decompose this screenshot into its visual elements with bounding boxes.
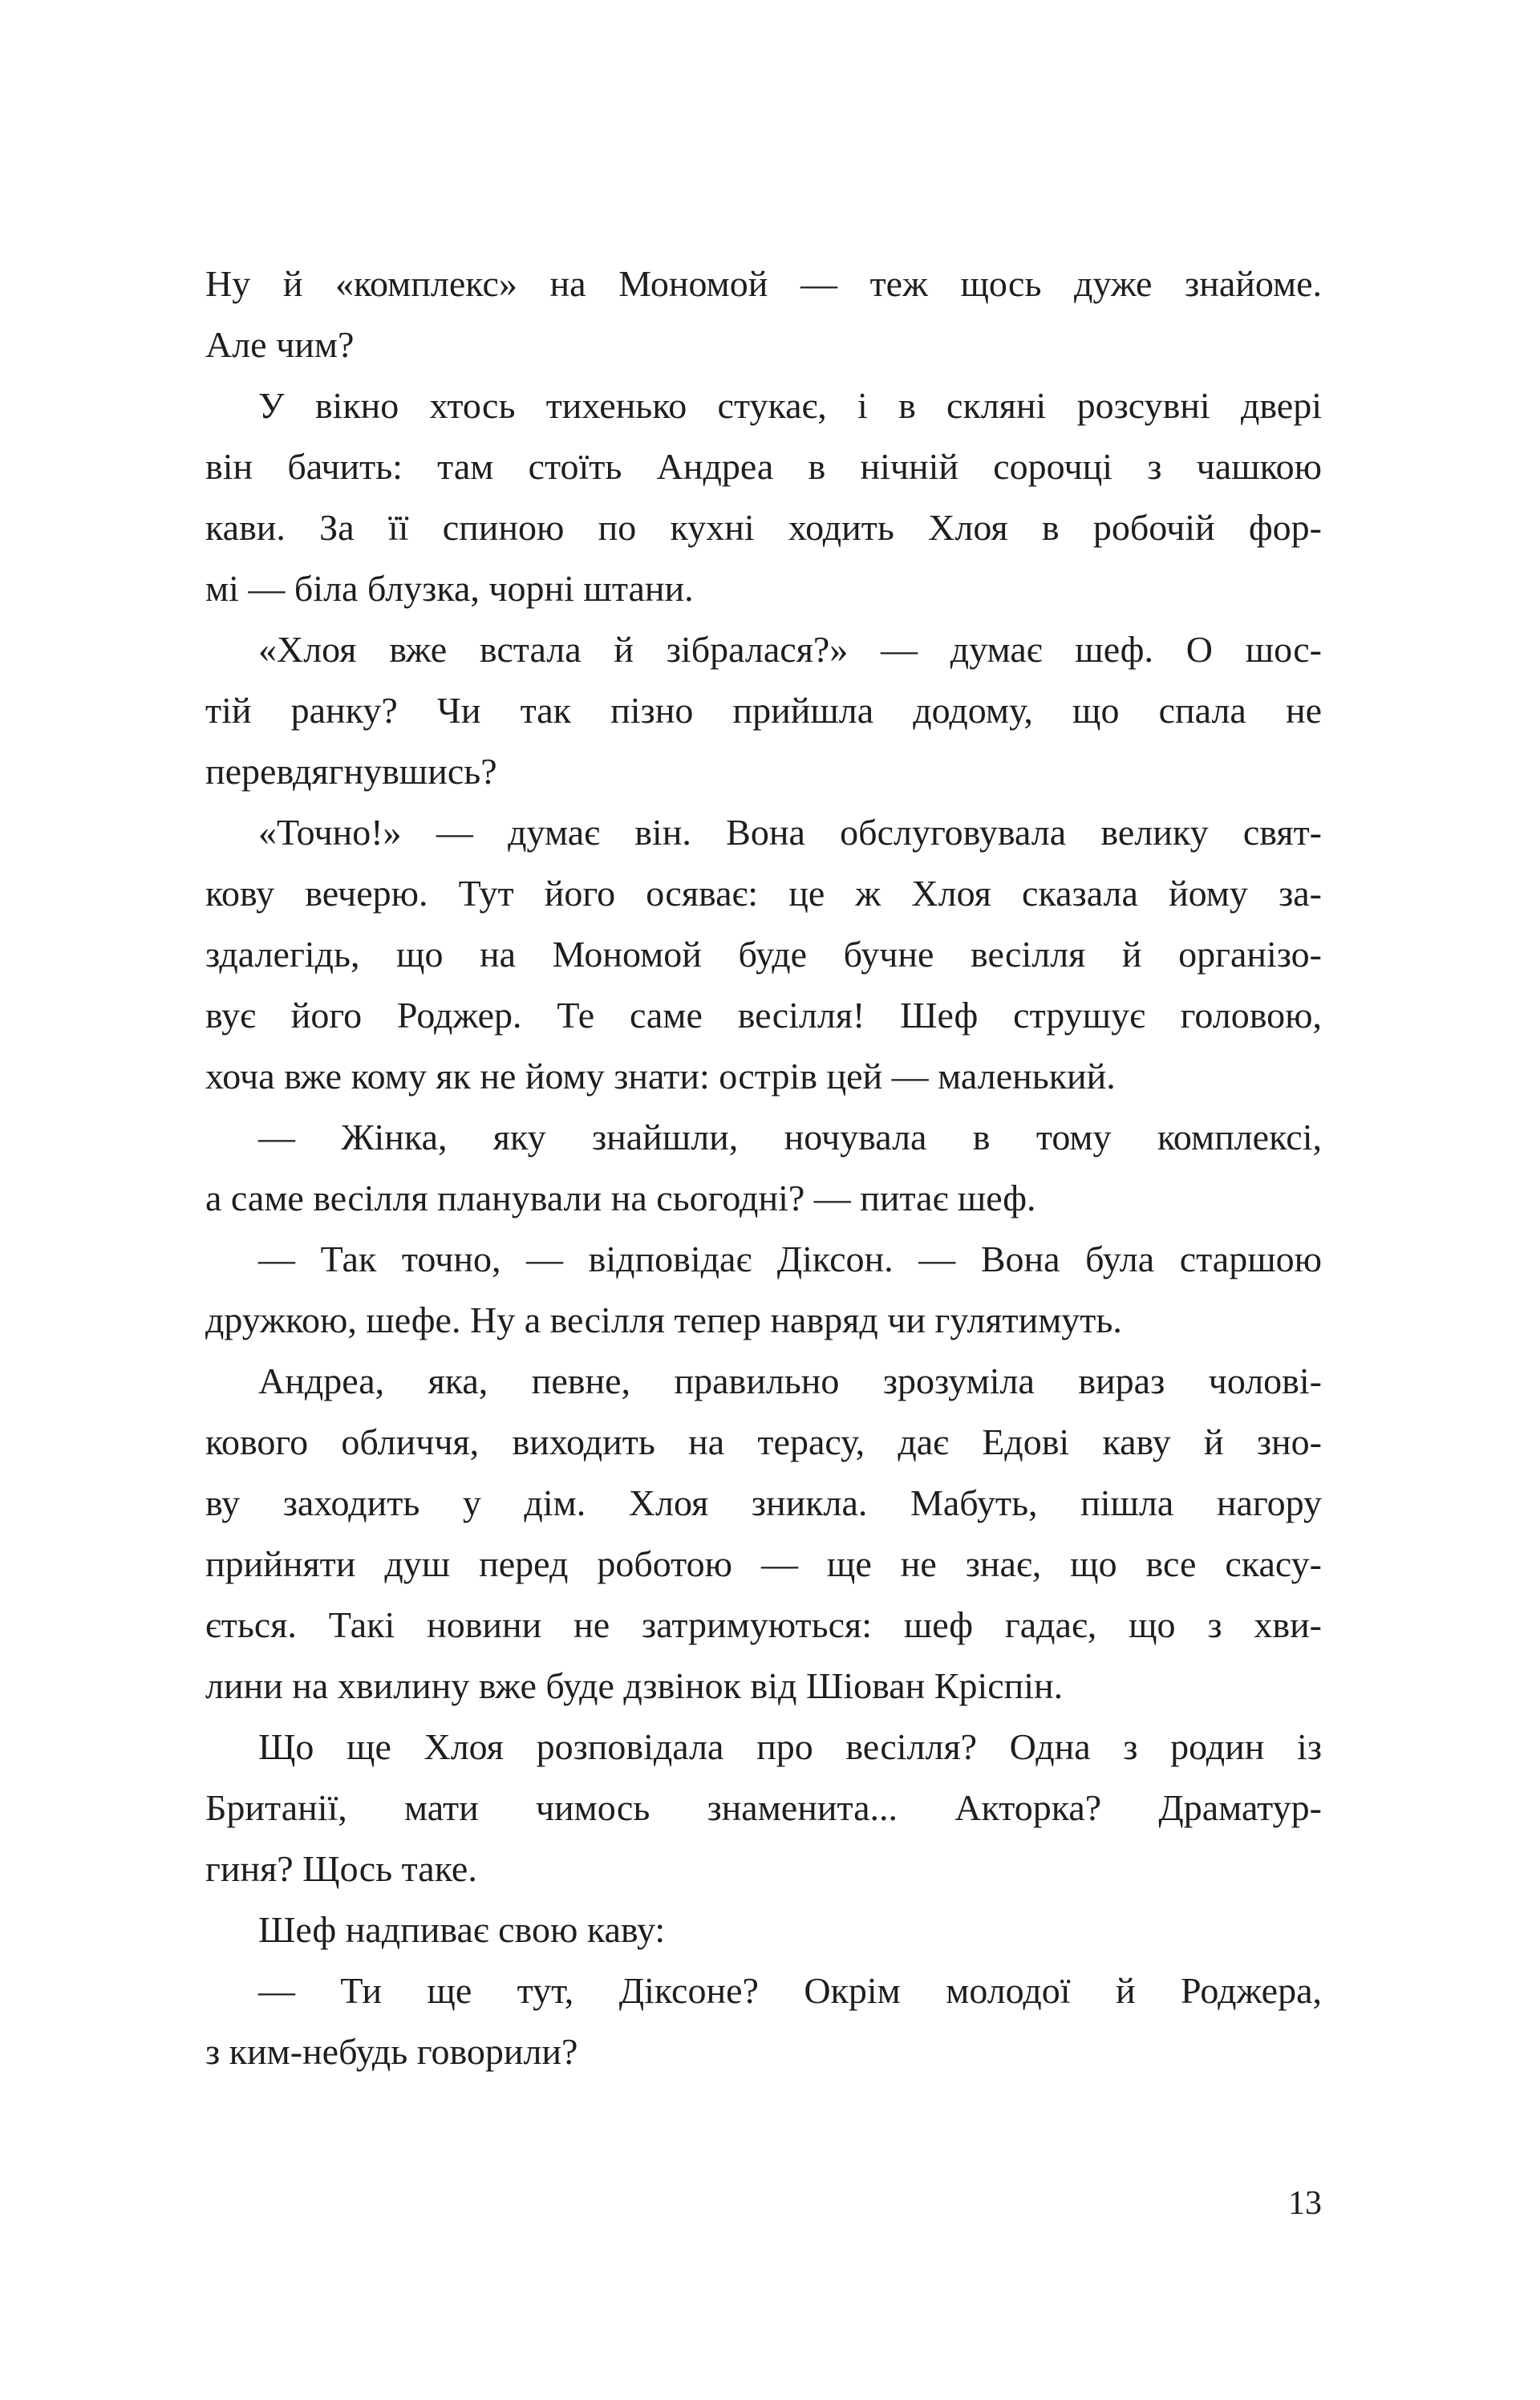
text-line: — Ти ще тут, Діксоне? Окрім молодої й Роджера, bbox=[258, 1970, 1322, 2011]
text-line: здалегідь, що на Мономой буде бучне весілля й організо- bbox=[205, 934, 1322, 975]
text-line: — Жінка, яку знайшли, ночувала в тому комплексі, bbox=[258, 1117, 1322, 1157]
text-line: Що ще Хлоя розповідала про весілля? Одна з родин із bbox=[258, 1726, 1322, 1767]
text-line: перевдягнувшись? bbox=[205, 751, 497, 792]
text-line: гиня? Щось таке. bbox=[205, 1848, 477, 1889]
text-line: ву заходить у дім. Хлоя зникла. Мабуть, пішла нагору bbox=[205, 1482, 1322, 1523]
text-line: кового обличчя, виходить на терасу, дає Едові каву й зно- bbox=[205, 1421, 1322, 1462]
text-line: Британії, мати чимось знаменита... Акторка? Драматур- bbox=[205, 1787, 1322, 1828]
text-line: а саме весілля планували на сьогодні? — питає шеф. bbox=[205, 1178, 1036, 1218]
text-line: Але чим? bbox=[205, 324, 355, 365]
text-line: кову вечерю. Тут його осяває: це ж Хлоя сказала йому за- bbox=[205, 873, 1322, 914]
text-line: Шеф надпиває свою каву: bbox=[258, 1909, 666, 1950]
text-line: з ким-небудь говорили? bbox=[205, 2031, 578, 2072]
text-line: хоча вже кому як не йому знати: острів цей — маленький. bbox=[205, 1056, 1116, 1097]
text-line: — Так точно, — відповідає Діксон. — Вона була старшою bbox=[258, 1239, 1322, 1279]
text-line: ється. Такі новини не затримуються: шеф гадає, що з хви- bbox=[205, 1604, 1322, 1645]
text-line: У вікно хтось тихенько стукає, і в скляні розсувні двері bbox=[258, 385, 1322, 426]
page-text bbox=[205, 253, 1322, 2082]
text-line: він бачить: там стоїть Андреа в нічній сорочці з чашкою bbox=[205, 446, 1322, 487]
text-line: Ну й «комплекс» на Мономой — теж щось дуже знайоме. bbox=[205, 263, 1322, 304]
page-number: 13 bbox=[1288, 2185, 1322, 2222]
text-line: дружкою, шефе. Ну а весілля тепер навряд чи гулятимуть. bbox=[205, 1299, 1122, 1340]
text-line: тій ранку? Чи так пізно прийшла додому, що спала не bbox=[205, 690, 1322, 731]
text-line: кави. За її спиною по кухні ходить Хлоя в робочій фор- bbox=[205, 507, 1322, 548]
text-line: «Хлоя вже встала й зібралася?» — думає шеф. О шос- bbox=[258, 629, 1322, 670]
text-line: вує його Роджер. Те саме весілля! Шеф струшує головою, bbox=[205, 995, 1322, 1036]
text-line: Андреа, яка, певне, правильно зрозуміла вираз чолові- bbox=[258, 1360, 1322, 1401]
text-line: «Точно!» — думає він. Вона обслуговувала велику свят- bbox=[258, 812, 1322, 853]
text-line: мі — біла блузка, чорні штани. bbox=[205, 568, 694, 609]
text-line: прийняти душ перед роботою — ще не знає, що все скасу- bbox=[205, 1543, 1322, 1584]
text-line: лини на хвилину вже буде дзвінок від Шіован Кріспін. bbox=[205, 1665, 1064, 1706]
